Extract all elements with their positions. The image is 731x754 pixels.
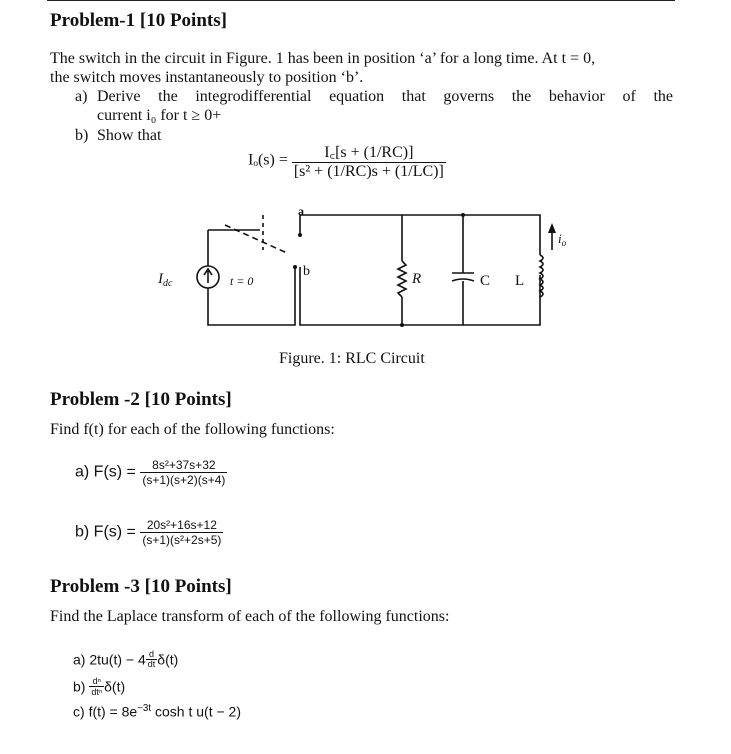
problem2-part-b (75, 518, 223, 547)
p3a-post: δ(t) (157, 651, 179, 668)
part-a-line1: Derive the integrodifferential equation that governs the behavior of the (97, 88, 673, 105)
p3c-label: c) (73, 703, 85, 720)
p3c-tail: cosh t u(t − 2) (151, 703, 241, 720)
p3c-text: f(t) = 8e (88, 703, 138, 720)
inductor-label: L (515, 273, 525, 289)
p2a-numerator: 8s²+37s+32 (152, 458, 216, 472)
current-arrow-icon (548, 223, 556, 233)
position-a-label: a (298, 204, 304, 218)
equation-numerator: I꜀[s + (1/RC)] (324, 144, 414, 161)
p3b-d-den: dtⁿ (91, 687, 103, 697)
part-b-text: Show that (97, 127, 162, 144)
p3b-d-num: dⁿ (92, 676, 101, 686)
equation-denominator: [s² + (1/RC)s + (1/LC)] (293, 163, 444, 180)
top-wire (300, 215, 540, 255)
p3c-exponent: −3t (137, 703, 152, 714)
transfer-equation (248, 140, 446, 181)
contact-a-dot (298, 233, 302, 237)
p3a-label: a) (73, 651, 86, 668)
figure-caption: Figure. 1: RLC Circuit (279, 350, 425, 367)
problem3-part-c (73, 703, 241, 720)
problem2-part-a (75, 458, 227, 487)
problem1-intro-line1: The switch in the circuit in Figure. 1 has been in position ‘a’ for a long time. At t = 0, (50, 50, 596, 67)
p2a-denominator: (s+1)(s+2)(s+4) (142, 473, 226, 487)
part-a-label: a) (75, 88, 88, 105)
p2b-denominator: (s+1)(s²+2s+5) (142, 533, 222, 547)
problem3-intro: Find the Laplace transform of each of the following functions: (50, 608, 450, 625)
p3b-label: b) (73, 678, 86, 695)
current-label: $i_o$ (558, 231, 567, 248)
capacitor-label: C (480, 273, 491, 289)
problem3-part-a (73, 650, 178, 669)
position-b-label: b (303, 264, 310, 279)
p3b-post: δ(t) (104, 678, 126, 695)
p3a-pre: 2tu(t) − 4 (89, 651, 146, 668)
p2a-label: a) F(s) = (75, 463, 136, 481)
part-a-line2: current i₀ for t ≥ 0+ (97, 107, 222, 124)
top-rule (47, 0, 675, 1)
resistor-zigzag (398, 261, 406, 297)
resistor-label: R (412, 271, 422, 287)
junction-dot (400, 323, 404, 327)
rlc-circuit-diagram (140, 195, 580, 340)
capacitor-plate-bottom (452, 279, 474, 281)
contact-b-dot (293, 265, 297, 269)
switch-blade (225, 225, 287, 253)
p3a-d-den: dt (147, 659, 156, 669)
source-label: $I_{dc}$ (158, 271, 173, 289)
equation-lhs: Iₒ(s) = (248, 151, 288, 169)
problem2-intro: Find f(t) for each of the following functions: (50, 421, 335, 438)
switch-time-label: t = 0 (230, 274, 254, 288)
part-b-label: b) (75, 127, 89, 144)
problem1-intro-line2: the switch moves instantaneously to position ‘b’. (50, 69, 364, 86)
p2b-numerator: 20s²+16s+12 (146, 518, 217, 532)
p3a-d-num: d (149, 649, 155, 659)
junction-dot (461, 213, 465, 217)
problem2-title: Problem -2 [10 Points] (50, 389, 232, 410)
problem3-part-b (73, 676, 125, 697)
problem1-title: Problem-1 [10 Points] (50, 10, 227, 31)
p2b-label: b) F(s) = (75, 523, 136, 541)
problem3-title: Problem -3 [10 Points] (50, 576, 232, 597)
